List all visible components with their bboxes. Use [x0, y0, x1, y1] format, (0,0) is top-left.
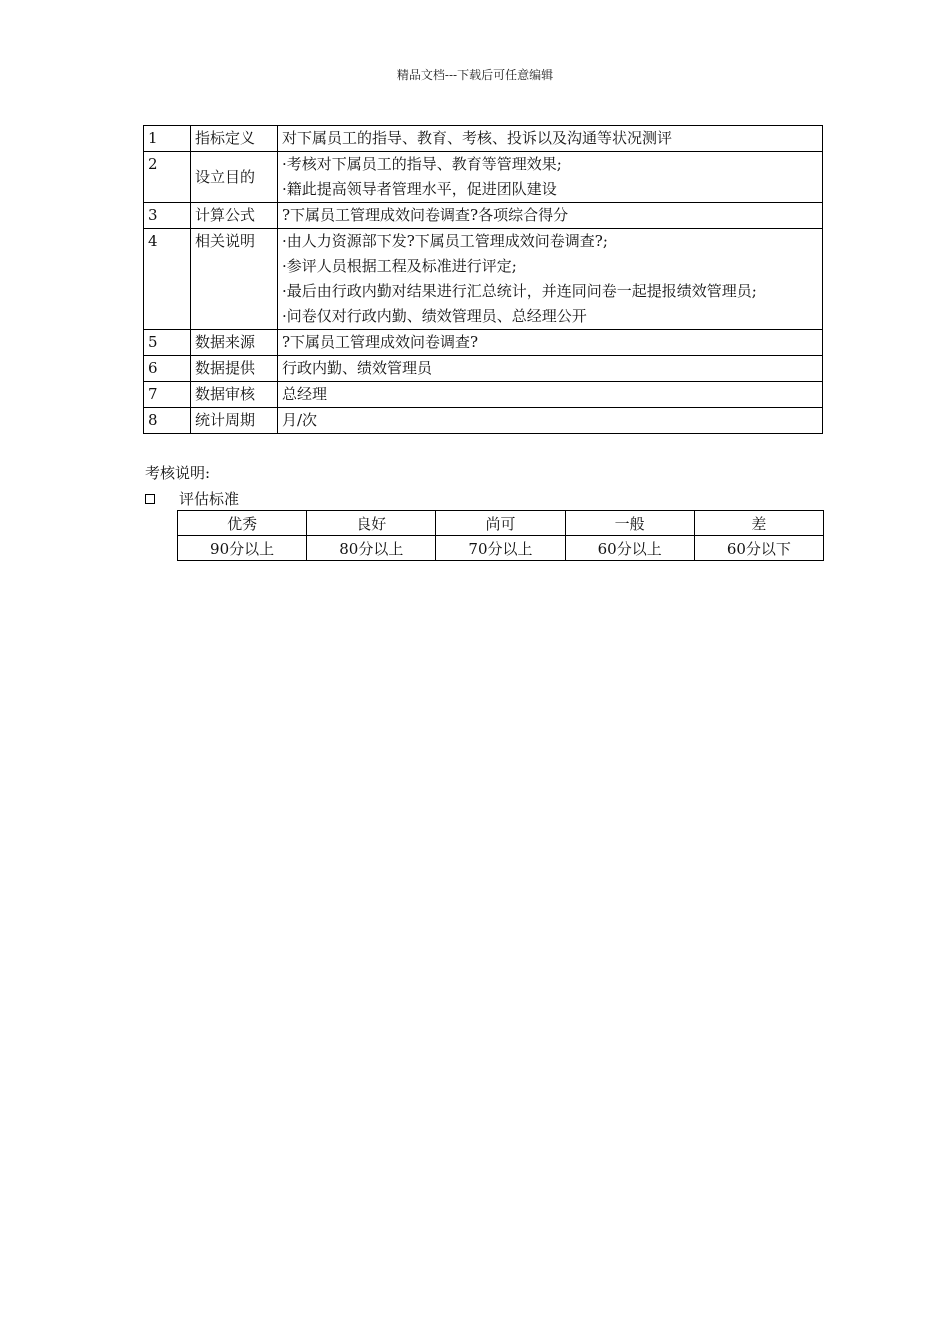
- table-row: [144, 126, 823, 152]
- row-number: 1: [144, 126, 191, 152]
- grade-header: 良好: [307, 511, 436, 536]
- row-label: 数据提供: [191, 356, 278, 382]
- row-content: [278, 382, 823, 408]
- content-line: ?下属员工管理成效问卷调查?各项综合得分: [282, 206, 569, 224]
- content-line: ·参评人员根据工程及标准进行评定;: [282, 257, 517, 275]
- content-line: ·由人力资源部下发?下属员工管理成效问卷调查?;: [282, 232, 608, 250]
- row-label: 数据审核: [191, 382, 278, 408]
- row-label: 指标定义: [191, 126, 278, 152]
- grade-value: 80分以上: [307, 536, 436, 561]
- row-number: 6: [144, 356, 191, 382]
- row-number: 5: [144, 330, 191, 356]
- content-line: 行政内勤、绩效管理员: [282, 359, 433, 377]
- table-row: [144, 229, 823, 330]
- grade-header: 差: [694, 511, 823, 536]
- row-content: [278, 126, 823, 152]
- row-label: 计算公式: [191, 203, 278, 229]
- content-line: 对下属员工的指导、教育、考核、投诉以及沟通等状况测评: [282, 129, 673, 147]
- row-label: 统计周期: [191, 408, 278, 434]
- content-line: ?下属员工管理成效问卷调查?: [282, 333, 479, 351]
- row-label: 设立目的: [191, 152, 278, 203]
- row-number: 7: [144, 382, 191, 408]
- grade-value: 90分以上: [178, 536, 307, 561]
- table-row: [144, 356, 823, 382]
- row-label: 数据来源: [191, 330, 278, 356]
- content-line: ·问卷仅对行政内勤、绩效管理员、总经理公开: [282, 307, 587, 325]
- row-content: [278, 229, 823, 330]
- row-number: 3: [144, 203, 191, 229]
- table-row: [144, 330, 823, 356]
- grade-value: 60分以上: [565, 536, 694, 561]
- grade-table: [177, 510, 824, 561]
- row-number: 4: [144, 229, 191, 330]
- grade-header: 一般: [565, 511, 694, 536]
- table-row: [144, 203, 823, 229]
- assessment-note-title: 考核说明:: [145, 464, 211, 482]
- row-number: 8: [144, 408, 191, 434]
- criteria-title: 评估标准: [179, 490, 240, 508]
- grade-value-row: [178, 536, 824, 561]
- content-line: ·籍此提高领导者管理水平，促进团队建设: [282, 180, 557, 198]
- content-line: ·考核对下属员工的指导、教育等管理效果;: [282, 155, 562, 173]
- grade-value: 60分以下: [694, 536, 823, 561]
- row-content: [278, 356, 823, 382]
- indicator-table: [143, 125, 823, 434]
- page-header: 精品文档---下载后可任意编辑: [396, 68, 554, 82]
- row-content: [278, 330, 823, 356]
- grade-header: 优秀: [178, 511, 307, 536]
- criteria-heading: [145, 488, 239, 510]
- square-bullet-icon: [145, 494, 155, 504]
- grade-value: 70分以上: [436, 536, 565, 561]
- row-content: [278, 408, 823, 434]
- row-number: 2: [144, 152, 191, 203]
- table-row: [144, 152, 823, 203]
- content-line: 月/次: [282, 411, 318, 429]
- row-content: [278, 203, 823, 229]
- row-label: 相关说明: [191, 229, 278, 330]
- grade-header: 尚可: [436, 511, 565, 536]
- grade-header-row: [178, 511, 824, 536]
- table-row: [144, 382, 823, 408]
- content-line: ·最后由行政内勤对结果进行汇总统计，并连同问卷一起提报绩效管理员;: [282, 282, 757, 300]
- row-content: [278, 152, 823, 203]
- content-line: 总经理: [282, 385, 328, 403]
- table-row: [144, 408, 823, 434]
